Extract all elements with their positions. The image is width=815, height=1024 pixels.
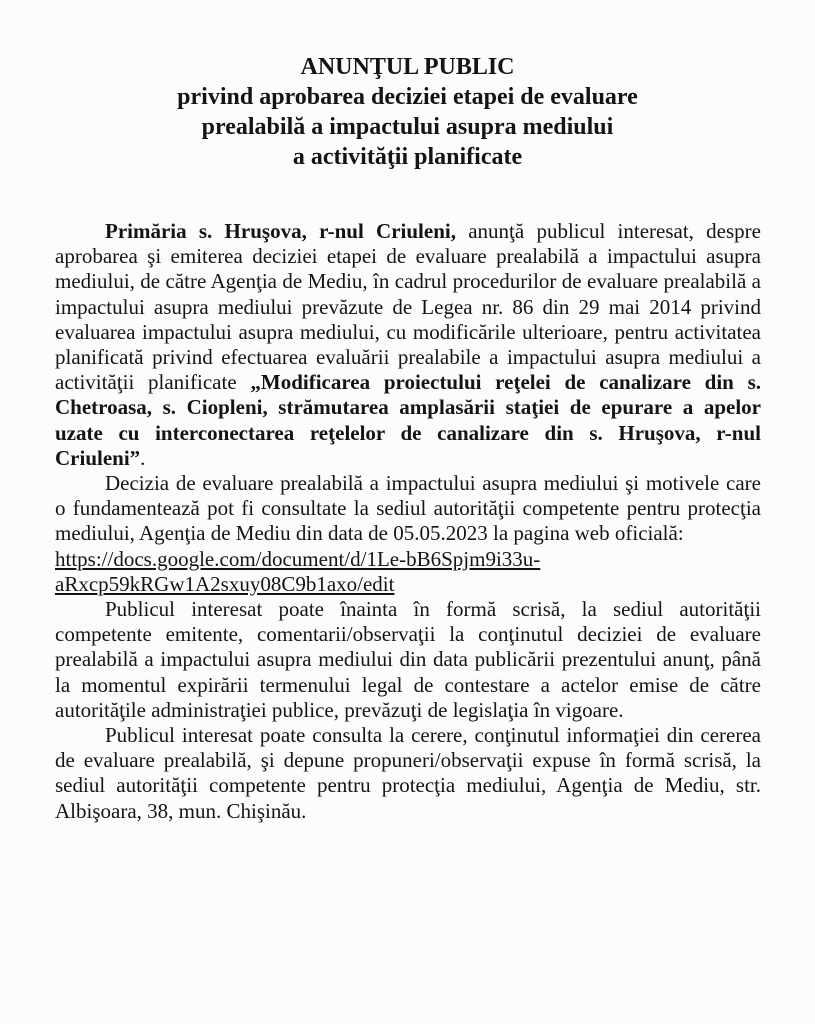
decision-link-line-2[interactable]: aRxcp59kRGw1A2sxuy08C9b1axo/edit (55, 571, 395, 596)
paragraph-decision (55, 471, 761, 547)
paragraph-decision-text: Decizia de evaluare prealabilă a impactului asupra mediului şi motivele care o fundamentează pot fi consultate la sediul autorităţii competente pentru protecţia mediului, Agenţia de Mediu din data de 05.05.2023 la pagina web oficială: (55, 471, 761, 546)
announcement-body (55, 219, 761, 824)
decision-link-line-1[interactable]: https://docs.google.com/document/d/1Le-bB6Spjm9i33u- (55, 546, 541, 571)
paragraph-comments (55, 597, 761, 723)
project-name: „Modificarea proiectului reţelei de canalizare din s. Chetroasa, s. Ciopleni, strămutarea amplasării staţiei de epurare a apelor uzate cu interconectarea reţelelor de canalizare din s. Hruşova, r-nul Criuleni” (55, 370, 762, 470)
paragraph-intro (55, 219, 761, 471)
title-line-3: prealabilă a impactului asupra mediului (201, 114, 614, 140)
title-line-4: a activităţii planificate (292, 144, 523, 170)
announcement-title (0, 52, 815, 172)
title-line-2: privind aprobarea deciziei etapei de evaluare (177, 84, 638, 110)
title-line-1: ANUNŢUL PUBLIC (300, 54, 515, 80)
decision-link-block (55, 547, 761, 597)
issuer-name: Primăria s. Hruşova, r-nul Criuleni, (105, 219, 456, 243)
paragraph-comments-text: Publicul interesat poate înainta în formă scrisă, la sediul autorităţii competente emitente, comentarii/observaţii la conţinutul deciziei de evaluare prealabilă a impactului asupra mediului din data publicării prezentului anunţ, până la momentul expirării termenului legal de contestare a actelor emise de către autorităţile administraţiei publice, prevăzuţi de legislaţia în vigoare. (55, 597, 761, 722)
paragraph-consult (55, 723, 761, 824)
paragraph-intro-text: anunţă publicul interesat, despre aprobarea şi emiterea deciziei etapei de evaluare prealabilă a impactului asupra mediului, de către Agenţia de Mediu, în cadrul procedurilor de evaluare prealabilă a impactului asupra mediului prevăzute de Legea nr. 86 din 29 mai 2014 privind evaluarea impactului asupra mediului, cu modificările ulterioare, pentru activitatea planificată privind efectuarea evaluării prealabile a impactului asupra mediului a activităţii planificate (55, 219, 761, 395)
paragraph-consult-text: Publicul interesat poate consulta la cerere, conţinutul informaţiei din cererea de evaluare prealabilă, şi depune propuneri/observaţii expuse în formă scrisă, la sediul autorităţii competente pentru protecţia mediului, Agenţia de Mediu, str. Albişoara, 38, mun. Chişinău. (55, 723, 761, 823)
paragraph-intro-end: . (140, 445, 146, 470)
